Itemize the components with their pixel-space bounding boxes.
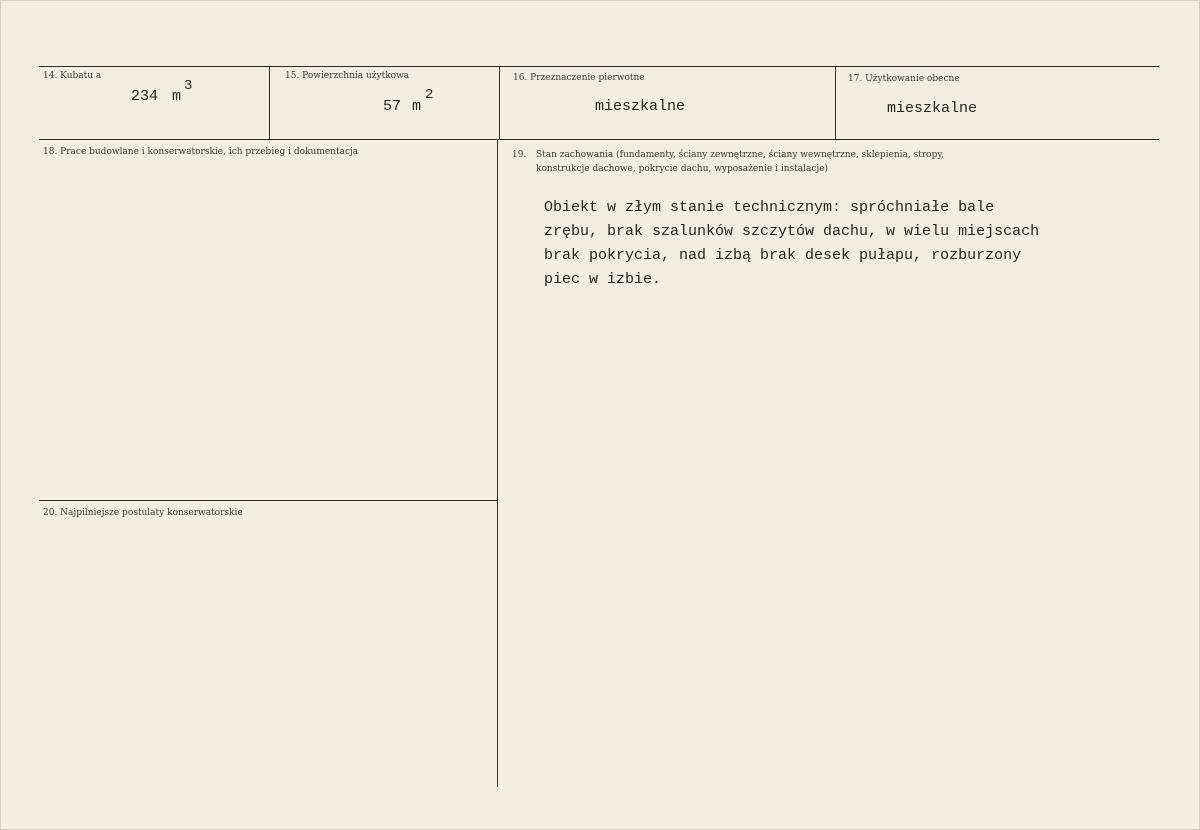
condition-description — [544, 196, 1039, 292]
field-18-label: 18. Prace budowlane i konserwatorskie, ich przebieg i dokumentacja — [43, 147, 359, 157]
top-row-top-border — [39, 66, 1159, 67]
field-19-number: 19. — [512, 150, 527, 160]
divider-15-16 — [499, 66, 500, 139]
section-18-bottom-border — [39, 500, 497, 501]
field-14-label: 14. Kubatu a — [43, 71, 102, 81]
field-14-exponent: 3 — [184, 78, 193, 94]
field-14-unit: m — [172, 88, 182, 105]
main-column-divider — [497, 139, 498, 787]
field-15-unit: m — [412, 98, 422, 115]
field-16-label: 16. Przeznaczenie pierwotne — [513, 73, 645, 83]
condition-line-4: piec w izbie. — [544, 271, 662, 288]
field-17-value: mieszkalne — [887, 100, 978, 117]
top-row-bottom-border — [39, 139, 1159, 140]
field-15-label: 15. Powierzchnia użytkowa — [285, 71, 410, 81]
field-20-label: 20. Najpilniejsze postulaty konserwatorskie — [43, 508, 243, 518]
field-19-label-line-1: Stan zachowania (fundamenty, ściany zewnętrzne, ściany wewnętrzne, sklepienia, stropy, — [536, 150, 945, 160]
field-15-value: 57 — [383, 98, 402, 115]
divider-14-15 — [269, 66, 270, 139]
field-15-exponent: 2 — [425, 87, 434, 103]
field-16-value: mieszkalne — [595, 98, 686, 115]
field-14-value: 234 — [131, 88, 159, 105]
field-19-label-line-2: konstrukcje dachowe, pokrycie dachu, wyposażenie i instalacje) — [536, 164, 829, 174]
field-17-label: 17. Użytkowanie obecne — [848, 74, 960, 84]
condition-line-2: zrębu, brak szalunków szczytów dachu, w wielu miejscach — [544, 223, 1040, 240]
condition-line-1: Obiekt w złym stanie technicznym: spróchniałe bale — [544, 199, 995, 216]
condition-line-3: brak pokrycia, nad izbą brak desek pułapu, rozburzony — [544, 247, 1022, 264]
divider-16-17 — [835, 66, 836, 139]
